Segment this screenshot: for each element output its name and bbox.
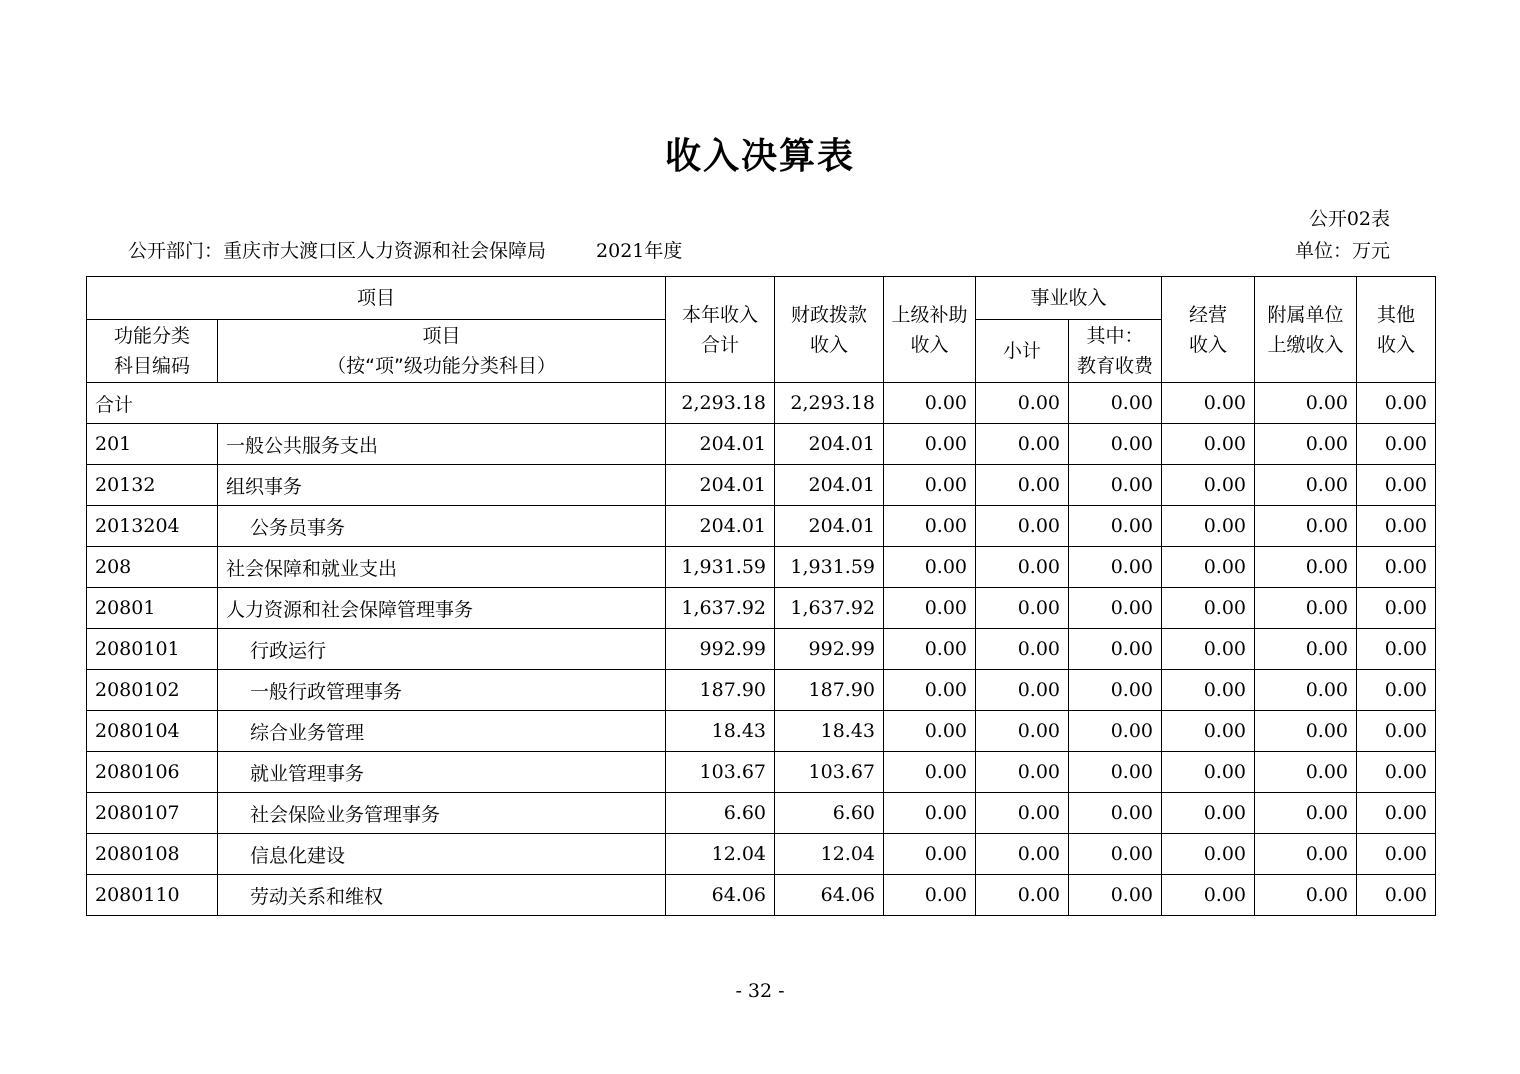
amount-cell: 0.00 (884, 711, 976, 752)
subject-code: 2080102 (87, 670, 218, 711)
amount-cell: 0.00 (884, 670, 976, 711)
amount-cell: 0.00 (976, 834, 1069, 875)
table-row (87, 752, 1436, 793)
amount-cell: 204.01 (775, 424, 884, 465)
subject-name: 一般行政管理事务 (218, 670, 666, 711)
amount-cell: 0.00 (884, 629, 976, 670)
table-row (87, 424, 1436, 465)
amount-cell: 64.06 (666, 875, 775, 916)
table-header (87, 277, 1436, 383)
amount-cell: 0.00 (1162, 506, 1255, 547)
table-row (87, 629, 1436, 670)
amount-cell: 204.01 (666, 424, 775, 465)
amount-cell: 0.00 (884, 506, 976, 547)
subject-name: 一般公共服务支出 (218, 424, 666, 465)
subject-code: 2080107 (87, 793, 218, 834)
subject-name: 社会保障和就业支出 (218, 547, 666, 588)
amount-cell: 0.00 (1255, 465, 1357, 506)
amount-cell: 0.00 (1255, 875, 1357, 916)
amount-cell: 0.00 (1357, 670, 1436, 711)
header-operating-line1: 经营 (1189, 303, 1228, 326)
amount-cell: 103.67 (666, 752, 775, 793)
amount-cell: 1,931.59 (666, 547, 775, 588)
department-label: 公开部门：重庆市大渡口区人力资源和社会保障局 (128, 240, 547, 262)
amount-cell: 0.00 (1162, 793, 1255, 834)
subject-code: 2080106 (87, 752, 218, 793)
table-row (87, 834, 1436, 875)
amount-cell: 0.00 (1069, 465, 1162, 506)
amount-cell: 0.00 (1357, 547, 1436, 588)
table-row (87, 793, 1436, 834)
amount-cell: 0.00 (884, 547, 976, 588)
subject-name: 就业管理事务 (218, 752, 666, 793)
amount-cell: 0.00 (976, 875, 1069, 916)
total-cell: 0.00 (1069, 383, 1162, 424)
subject-code: 20801 (87, 588, 218, 629)
header-other (1357, 277, 1436, 383)
header-business-income: 事业收入 (976, 277, 1162, 320)
amount-cell: 0.00 (976, 506, 1069, 547)
header-fiscal-line2: 收入 (810, 333, 849, 356)
unit-label: 单位：万元 (1294, 240, 1390, 262)
page-title: 收入决算表 (664, 136, 855, 177)
total-label: 合计 (87, 383, 666, 424)
amount-cell: 0.00 (1357, 875, 1436, 916)
subject-name: 行政运行 (218, 629, 666, 670)
total-cell: 0.00 (884, 383, 976, 424)
subject-code: 201 (87, 424, 218, 465)
amount-cell: 0.00 (1069, 875, 1162, 916)
header-operating-line2: 收入 (1189, 333, 1228, 356)
header-item-line2: （按“项”级功能分类科目） (327, 355, 556, 377)
table-row (87, 588, 1436, 629)
amount-cell: 0.00 (1162, 711, 1255, 752)
amount-cell: 0.00 (976, 424, 1069, 465)
amount-cell: 0.00 (1357, 793, 1436, 834)
amount-cell: 0.00 (1069, 752, 1162, 793)
header-upper-subsidy (884, 277, 976, 383)
header-upper-line1: 上级补助 (891, 303, 968, 326)
subject-code: 2080108 (87, 834, 218, 875)
header-total (666, 277, 775, 383)
header-upper-line2: 收入 (910, 333, 949, 356)
amount-cell: 0.00 (976, 670, 1069, 711)
total-cell: 2,293.18 (666, 383, 775, 424)
amount-cell: 204.01 (775, 465, 884, 506)
subject-code: 2080104 (87, 711, 218, 752)
amount-cell: 1,931.59 (775, 547, 884, 588)
amount-cell: 6.60 (775, 793, 884, 834)
amount-cell: 18.43 (775, 711, 884, 752)
amount-cell: 0.00 (976, 793, 1069, 834)
subject-code: 2080110 (87, 875, 218, 916)
amount-cell: 18.43 (666, 711, 775, 752)
total-cell: 2,293.18 (775, 383, 884, 424)
amount-cell: 0.00 (1069, 588, 1162, 629)
amount-cell: 0.00 (1255, 424, 1357, 465)
page-number: - 32 - (735, 980, 785, 1002)
header-edu-fee (1069, 320, 1162, 383)
amount-cell: 0.00 (976, 752, 1069, 793)
amount-cell: 0.00 (1162, 629, 1255, 670)
amount-cell: 103.67 (775, 752, 884, 793)
amount-cell: 0.00 (1162, 875, 1255, 916)
subject-code: 2013204 (87, 506, 218, 547)
amount-cell: 0.00 (976, 465, 1069, 506)
amount-cell: 6.60 (666, 793, 775, 834)
amount-cell: 0.00 (1162, 670, 1255, 711)
amount-cell: 204.01 (666, 465, 775, 506)
amount-cell: 0.00 (1069, 834, 1162, 875)
amount-cell: 0.00 (884, 424, 976, 465)
amount-cell: 0.00 (1162, 752, 1255, 793)
amount-cell: 0.00 (1255, 588, 1357, 629)
amount-cell: 0.00 (1069, 506, 1162, 547)
subject-name: 信息化建设 (218, 834, 666, 875)
amount-cell: 0.00 (1255, 793, 1357, 834)
amount-cell: 12.04 (666, 834, 775, 875)
amount-cell: 0.00 (976, 547, 1069, 588)
header-fiscal-line1: 财政拨款 (791, 303, 868, 326)
amount-cell: 992.99 (666, 629, 775, 670)
amount-cell: 0.00 (1357, 834, 1436, 875)
amount-cell: 0.00 (1255, 629, 1357, 670)
header-affiliated-line2: 上缴收入 (1267, 333, 1344, 356)
amount-cell: 1,637.92 (775, 588, 884, 629)
amount-cell: 0.00 (1255, 834, 1357, 875)
header-edu-line2: 教育收费 (1077, 355, 1154, 377)
header-other-line2: 收入 (1377, 333, 1416, 356)
subject-name: 人力资源和社会保障管理事务 (218, 588, 666, 629)
amount-cell: 0.00 (1069, 670, 1162, 711)
amount-cell: 64.06 (775, 875, 884, 916)
amount-cell: 0.00 (1357, 752, 1436, 793)
amount-cell: 12.04 (775, 834, 884, 875)
amount-cell: 1,637.92 (666, 588, 775, 629)
form-number: 公开02表 (1308, 208, 1390, 230)
total-cell: 0.00 (1357, 383, 1436, 424)
amount-cell: 0.00 (976, 588, 1069, 629)
amount-cell: 0.00 (976, 711, 1069, 752)
table-row (87, 506, 1436, 547)
fiscal-year: 2021年度 (596, 240, 683, 262)
header-total-line2: 合计 (701, 333, 740, 356)
total-cell: 0.00 (1162, 383, 1255, 424)
total-row (87, 383, 1436, 424)
header-item-line1: 项目 (422, 325, 461, 347)
amount-cell: 0.00 (1357, 629, 1436, 670)
amount-cell: 0.00 (884, 465, 976, 506)
header-total-line1: 本年收入 (682, 303, 759, 326)
header-code (87, 320, 218, 383)
amount-cell: 0.00 (976, 629, 1069, 670)
department-line (128, 236, 682, 263)
amount-cell: 0.00 (1357, 465, 1436, 506)
table-row (87, 875, 1436, 916)
header-item (218, 320, 666, 383)
amount-cell: 204.01 (775, 506, 884, 547)
amount-cell: 0.00 (1069, 629, 1162, 670)
subject-code: 2080101 (87, 629, 218, 670)
subject-name: 综合业务管理 (218, 711, 666, 752)
header-affiliated (1255, 277, 1357, 383)
amount-cell: 0.00 (884, 875, 976, 916)
amount-cell: 0.00 (1162, 547, 1255, 588)
amount-cell: 187.90 (666, 670, 775, 711)
amount-cell: 0.00 (1357, 588, 1436, 629)
subject-code: 208 (87, 547, 218, 588)
subject-name: 劳动关系和维权 (218, 875, 666, 916)
header-code-line2: 科目编码 (113, 355, 190, 377)
amount-cell: 204.01 (666, 506, 775, 547)
header-edu-line1: 其中： (1086, 325, 1144, 347)
amount-cell: 0.00 (1069, 424, 1162, 465)
amount-cell: 0.00 (884, 793, 976, 834)
subject-name: 组织事务 (218, 465, 666, 506)
table-body (87, 383, 1436, 916)
header-operating (1162, 277, 1255, 383)
subject-name: 公务员事务 (218, 506, 666, 547)
amount-cell: 0.00 (1255, 752, 1357, 793)
header-fiscal (775, 277, 884, 383)
amount-cell: 0.00 (884, 752, 976, 793)
income-table-container (86, 276, 1435, 916)
amount-cell: 0.00 (1162, 588, 1255, 629)
amount-cell: 0.00 (1357, 711, 1436, 752)
amount-cell: 0.00 (1255, 711, 1357, 752)
amount-cell: 187.90 (775, 670, 884, 711)
amount-cell: 0.00 (884, 588, 976, 629)
amount-cell: 0.00 (1162, 465, 1255, 506)
header-project: 项目 (87, 277, 666, 320)
table-row (87, 670, 1436, 711)
income-table (86, 276, 1436, 916)
amount-cell: 0.00 (1069, 793, 1162, 834)
amount-cell: 0.00 (1357, 506, 1436, 547)
table-row (87, 547, 1436, 588)
amount-cell: 0.00 (1069, 547, 1162, 588)
total-cell: 0.00 (976, 383, 1069, 424)
subject-code: 20132 (87, 465, 218, 506)
amount-cell: 0.00 (1069, 711, 1162, 752)
header-other-line1: 其他 (1377, 303, 1416, 326)
amount-cell: 0.00 (1255, 547, 1357, 588)
header-subtotal: 小计 (976, 320, 1069, 383)
header-code-line1: 功能分类 (113, 325, 190, 347)
amount-cell: 0.00 (1255, 670, 1357, 711)
amount-cell: 0.00 (884, 834, 976, 875)
total-cell: 0.00 (1255, 383, 1357, 424)
amount-cell: 0.00 (1162, 834, 1255, 875)
amount-cell: 0.00 (1162, 424, 1255, 465)
table-row (87, 711, 1436, 752)
amount-cell: 992.99 (775, 629, 884, 670)
amount-cell: 0.00 (1255, 506, 1357, 547)
table-row (87, 465, 1436, 506)
header-affiliated-line1: 附属单位 (1267, 303, 1344, 326)
amount-cell: 0.00 (1357, 424, 1436, 465)
subject-name: 社会保险业务管理事务 (218, 793, 666, 834)
